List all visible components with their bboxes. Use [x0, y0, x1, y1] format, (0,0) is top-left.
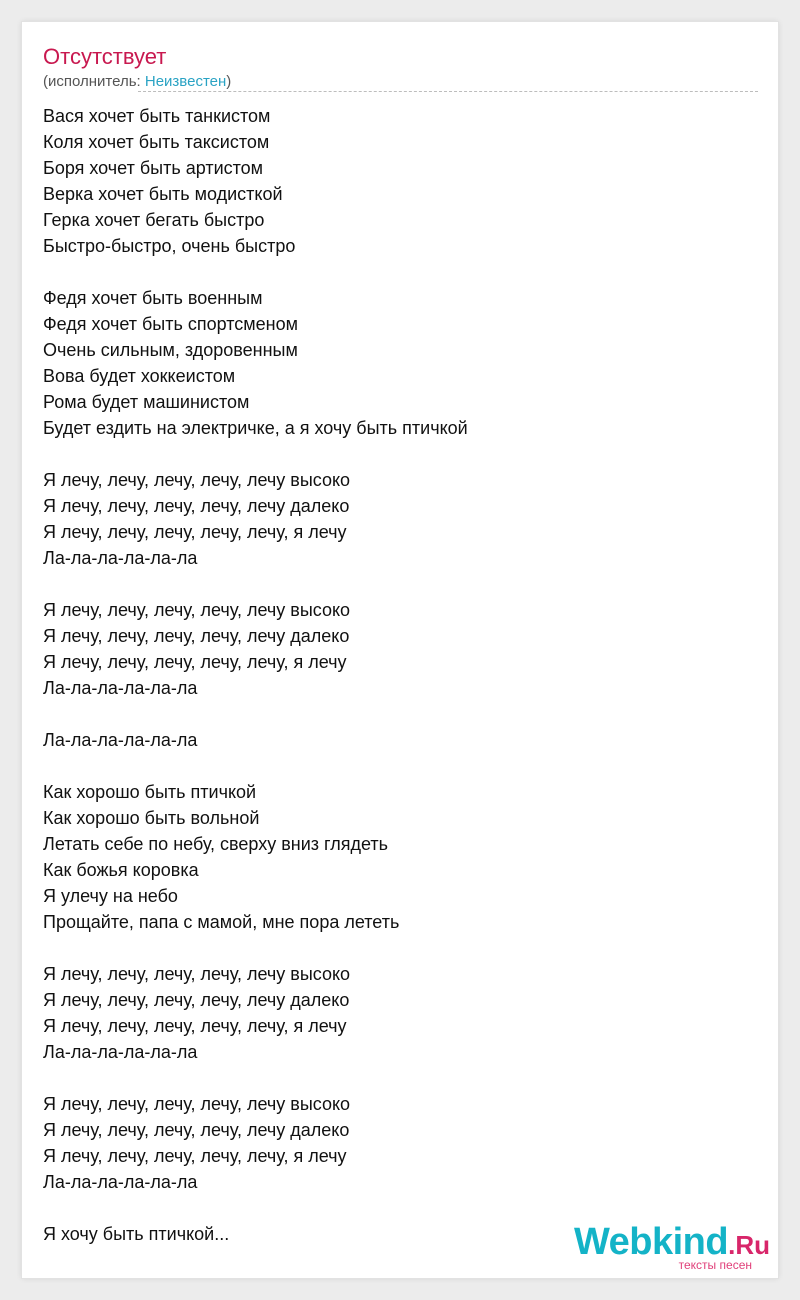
- lyric-line: Прощайте, папа с мамой, мне пора лететь: [43, 912, 400, 932]
- lyric-line: Быстро-быстро, очень быстро: [43, 236, 296, 256]
- stanza-break: [43, 1065, 758, 1091]
- lyric-line: Будет ездить на электричке, а я хочу быть птичкой: [43, 418, 468, 438]
- lyric-line: Вася хочет быть танкистом: [43, 106, 271, 126]
- lyric-line: Ла-ла-ла-ла-ла-ла: [43, 1172, 198, 1192]
- song-title: Отсутствует: [43, 44, 167, 69]
- artist-line: [43, 73, 231, 91]
- lyric-line: Как хорошо быть птичкой: [43, 782, 257, 802]
- lyric-line: Я улечу на небо: [43, 886, 178, 906]
- lyric-line: Ла-ла-ла-ла-ла-ла: [43, 1042, 198, 1062]
- lyric-line: Я лечу, лечу, лечу, лечу, лечу далеко: [43, 626, 350, 646]
- artist-link[interactable]: Неизвестен: [144, 73, 227, 90]
- stanza-break: [43, 701, 758, 727]
- lyric-line: Коля хочет быть таксистом: [43, 132, 270, 152]
- lyric-line: Федя хочет быть военным: [43, 288, 263, 308]
- lyric-line: Я лечу, лечу, лечу, лечу, лечу высоко: [43, 470, 351, 490]
- logo-name: Webkind: [573, 1221, 729, 1263]
- lyric-line: Я лечу, лечу, лечу, лечу, лечу, я лечу: [43, 1146, 347, 1166]
- lyric-line: Я лечу, лечу, лечу, лечу, лечу далеко: [43, 990, 350, 1010]
- lyric-line: Герка хочет бегать быстро: [43, 210, 265, 230]
- lyric-line: Ла-ла-ла-ла-ла-ла: [43, 548, 198, 568]
- stanza-break: [43, 571, 758, 597]
- lyric-line: Боря хочет быть артистом: [43, 158, 264, 178]
- logo-tld: .Ru: [728, 1230, 770, 1260]
- lyric-line: Я лечу, лечу, лечу, лечу, лечу далеко: [43, 1120, 350, 1140]
- lyric-line: Я лечу, лечу, лечу, лечу, лечу высоко: [43, 964, 351, 984]
- lyric-line: Ла-ла-ла-ла-ла-ла: [43, 678, 198, 698]
- lyric-line: Я лечу, лечу, лечу, лечу, лечу далеко: [43, 496, 350, 516]
- stanza-break: [43, 441, 758, 467]
- logo-tagline: тексты песен: [678, 1258, 752, 1272]
- dashed-divider: [138, 91, 758, 92]
- lyric-line: Я лечу, лечу, лечу, лечу, лечу высоко: [43, 600, 351, 620]
- lyrics-card: [22, 22, 778, 1278]
- lyric-line: Я лечу, лечу, лечу, лечу, лечу высоко: [43, 1094, 351, 1114]
- lyric-line: Я лечу, лечу, лечу, лечу, лечу, я лечу: [43, 652, 347, 672]
- lyric-line: Как божья коровка: [43, 860, 199, 880]
- lyric-line: Верка хочет быть модисткой: [43, 184, 283, 204]
- lyric-line: Я лечу, лечу, лечу, лечу, лечу, я лечу: [43, 522, 347, 542]
- stanza-break: [43, 935, 758, 961]
- stanza-break: [43, 259, 758, 285]
- lyrics-body: [43, 103, 758, 1247]
- lyric-line: Федя хочет быть спортсменом: [43, 314, 298, 334]
- stanza-break: [43, 1195, 758, 1221]
- stanza-break: [43, 753, 758, 779]
- lyric-line: Я хочу быть птичкой...: [43, 1224, 230, 1244]
- artist-suffix: ): [226, 73, 232, 90]
- lyric-line: Очень сильным, здоровенным: [43, 340, 298, 360]
- lyric-line: Как хорошо быть вольной: [43, 808, 260, 828]
- lyric-line: Ла-ла-ла-ла-ла-ла: [43, 730, 198, 750]
- webkind-logo[interactable]: [570, 1222, 770, 1274]
- lyric-line: Я лечу, лечу, лечу, лечу, лечу, я лечу: [43, 1016, 347, 1036]
- lyric-line: Вова будет хоккеистом: [43, 366, 236, 386]
- artist-prefix: (исполнитель:: [43, 73, 145, 90]
- lyric-line: Летать себе по небу, сверху вниз глядеть: [43, 834, 389, 854]
- lyric-line: Рома будет машинистом: [43, 392, 250, 412]
